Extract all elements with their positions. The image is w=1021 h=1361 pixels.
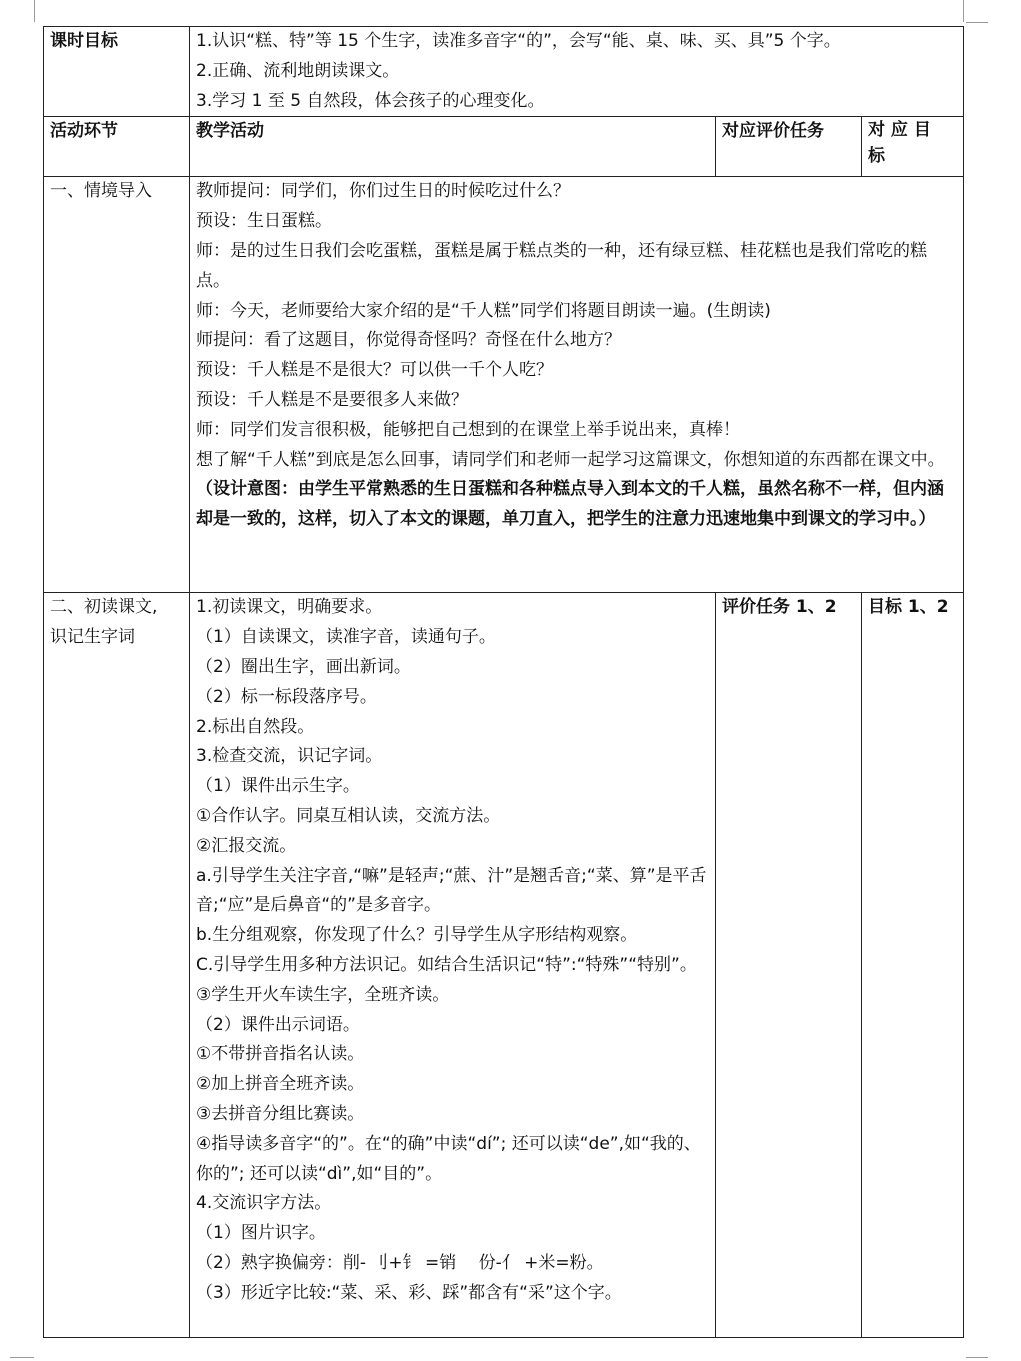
activity-line: ②加上拼音全班齐读。 [196, 1074, 365, 1095]
section1-stage: 一、情境导入 [44, 177, 190, 593]
activity-line: （2）圈出生字，画出新词。 [196, 656, 411, 677]
corner-mark-top-right-v [963, 0, 964, 22]
section2-stage-line1: 二、初读课文, [50, 597, 158, 618]
section2-task: 评价任务 1、2 [716, 593, 862, 1338]
activity-line: ②汇报交流。 [196, 835, 297, 856]
activity-line: ①合作认字。同桌互相认读，交流方法。 [196, 805, 501, 826]
goal-line: 2.正确、流利地朗读课文。 [196, 60, 400, 81]
activity-line: C.引导学生用多种方法识记。如结合生活识记“特”:“特殊”“特别”。 [196, 954, 697, 975]
corner-mark-bottom-left-h [10, 1357, 34, 1358]
activity-line: 4.交流识字方法。 [196, 1193, 332, 1214]
section2-target: 目标 1、2 [862, 593, 964, 1338]
goal-line: 1.认识“糕、特”等 15 个生字，读准多音字“的”，会写“能、桌、味、买、具”5 个字。 [196, 31, 841, 51]
activity-line: 预设：生日蛋糕。 [196, 211, 332, 232]
activity-line: ③学生开火车读生字，全班齐读。 [196, 984, 450, 1005]
activity-line: 师：是的过生日我们会吃蛋糕，蛋糕是属于糕点类的一种，还有绿豆糕、桂花糕也是我们常吃的糕点。 [196, 240, 927, 291]
activity-line: b.生分组观察，你发现了什么？引导学生从字形结构观察。 [196, 925, 638, 946]
header-row [44, 117, 964, 177]
header-activity: 教学活动 [190, 117, 716, 177]
corner-mark-top-right-h [966, 22, 988, 23]
activity-line: （2）标一标段落序号。 [196, 686, 377, 707]
goals-content [190, 27, 964, 117]
activity-line: 预设：千人糕是不是很大？可以供一千个人吃？ [196, 360, 553, 381]
activity-line: 师：同学们发言很积极，能够把自己想到的在课堂上举手说出来，真棒！ [196, 419, 740, 440]
activity-line: 想了解“千人糕”到底是怎么回事，请同学们和老师一起学习这篇课文，你想知道的东西都在课文中。 [196, 449, 945, 470]
activity-line: a.引导学生关注字音,“嘛”是轻声;“蔗、汁”是翘舌音;“菜、算”是平舌音;“应”是后鼻音“的”是多音字。 [196, 865, 707, 916]
activity-line: ③去拼音分组比赛读。 [196, 1103, 365, 1124]
section1-content [190, 177, 964, 593]
activity-line: 预设：千人糕是不是要很多人来做？ [196, 389, 468, 410]
goals-row [44, 27, 964, 117]
section2-row [44, 593, 964, 1338]
header-target-line1: 对 应 目 [868, 120, 931, 141]
section1-row [44, 177, 964, 593]
activity-line: （1）自读课文，读准字音，读通句子。 [196, 627, 496, 648]
section2-stage-line2: 识记生字词 [50, 627, 135, 648]
activity-line: 师：今天，老师要给大家介绍的是“千人糕”同学们将题目朗读一遍。(生朗读) [196, 300, 771, 321]
activity-line: ④指导读多音字“的”。在“的确”中读“dí”; 还可以读“de”,如“我的、你的”; 还可以读“dì”,如“目的”。 [196, 1133, 701, 1184]
corner-mark-bottom-right-h [966, 1357, 988, 1358]
lesson-plan-table [43, 26, 964, 1338]
activity-line: （2）课件出示词语。 [196, 1014, 360, 1035]
activity-line: 教师提问：同学们，你们过生日的时候吃过什么？ [196, 181, 570, 202]
activity-line: （1）图片识字。 [196, 1223, 326, 1244]
activity-line: （2）熟字换偏旁：削- 刂+钅 =销 份-亻 +米=粉。 [196, 1252, 604, 1273]
activity-line: ①不带拼音指名认读。 [196, 1044, 365, 1065]
design-intent: （设计意图：由学生平常熟悉的生日蛋糕和各种糕点导入到本文的千人糕，虽然名称不一样，但内涵却是一致的，这样，切入了本文的课题，单刀直入，把学生的注意力迅速地集中到课文的学习中。） [196, 479, 944, 530]
activity-line: 师提问：看了这题目，你觉得奇怪吗？奇怪在什么地方？ [196, 330, 621, 351]
goals-label: 课时目标 [44, 27, 190, 117]
header-target [862, 117, 964, 177]
activity-line: 1.初读课文，明确要求。 [196, 597, 383, 618]
header-stage: 活动环节 [44, 117, 190, 177]
header-target-line2: 标 [868, 146, 885, 167]
activity-line: （1）课件出示生字。 [196, 776, 360, 797]
activity-line: 3.检查交流，识记字词。 [196, 746, 383, 767]
activity-line: （3）形近字比较:“菜、采、彩、踩”都含有“采”这个字。 [196, 1282, 622, 1303]
activity-line: 2.标出自然段。 [196, 716, 315, 737]
goal-line: 3.学习 1 至 5 自然段，体会孩子的心理变化。 [196, 90, 545, 111]
section2-stage [44, 593, 190, 1338]
section2-content [190, 593, 716, 1338]
header-task: 对应评价任务 [716, 117, 862, 177]
corner-mark-top-left-v [34, 0, 35, 22]
